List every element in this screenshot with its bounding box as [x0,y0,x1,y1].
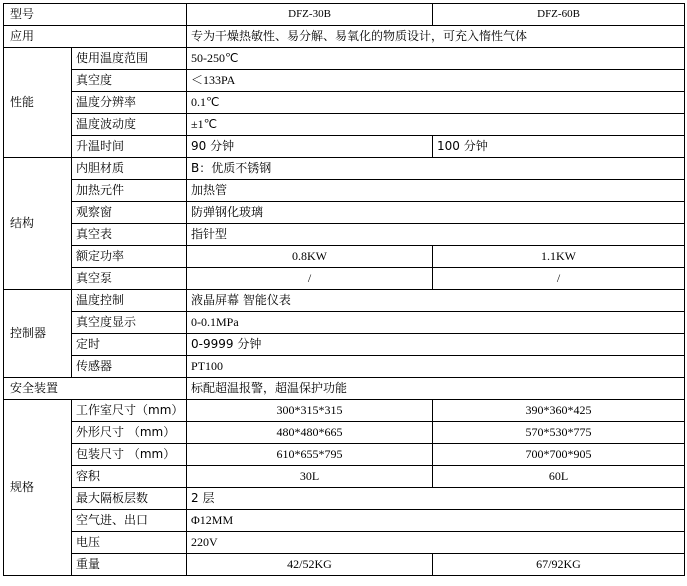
spec-value-b: 700*700*905 [433,444,685,466]
spec-value: PT100 [187,356,685,378]
table-row [4,136,685,158]
spec-value: ±1℃ [187,114,685,136]
table-row [4,224,685,246]
spec-label: 观察窗 [72,202,187,224]
spec-value-b: 1.1KW [433,246,685,268]
safety-label: 安全装置 [4,378,187,400]
spec-value-a: 90 分钟 [187,136,433,158]
spec-value-b: 100 分钟 [433,136,685,158]
spec-value: ＜133PA [187,70,685,92]
model-b-name: DFZ-60B [433,4,685,26]
spec-label: 工作室尺寸（mm） [72,400,187,422]
spec-label: 传感器 [72,356,187,378]
model-header-row [4,4,685,26]
table-row [4,488,685,510]
table-row [4,532,685,554]
table-row [4,422,685,444]
table-row [4,48,685,70]
spec-label: 外形尺寸 （mm） [72,422,187,444]
spec-label: 温度波动度 [72,114,187,136]
spec-value: B：优质不锈钢 [187,158,685,180]
spec-value-a: 480*480*665 [187,422,433,444]
spec-label: 真空泵 [72,268,187,290]
model-a-name: DFZ-30B [187,4,433,26]
table-row [4,290,685,312]
spec-label: 额定功率 [72,246,187,268]
spec-label: 包装尺寸 （mm） [72,444,187,466]
spec-value: 220V [187,532,685,554]
spec-label: 容积 [72,466,187,488]
spec-table [3,3,685,576]
category-specs: 规格 [4,400,72,576]
spec-label: 定时 [72,334,187,356]
spec-value: 0-0.1MPa [187,312,685,334]
spec-value: 液晶屏幕 智能仪表 [187,290,685,312]
table-row [4,400,685,422]
table-row [4,312,685,334]
spec-value-a: 0.8KW [187,246,433,268]
spec-value-b: 67/92KG [433,554,685,576]
spec-label: 最大隔板层数 [72,488,187,510]
table-row [4,114,685,136]
spec-label: 真空度 [72,70,187,92]
category-performance: 性能 [4,48,72,158]
table-row [4,356,685,378]
table-row [4,180,685,202]
spec-value-b: 390*360*425 [433,400,685,422]
spec-value: 0.1℃ [187,92,685,114]
category-controller: 控制器 [4,290,72,378]
application-value: 专为干燥热敏性、易分解、易氧化的物质设计，可充入惰性气体 [187,26,685,48]
safety-value: 标配超温报警，超温保护功能 [187,378,685,400]
spec-label: 升温时间 [72,136,187,158]
spec-label: 使用温度范围 [72,48,187,70]
spec-value: 加热管 [187,180,685,202]
spec-value: 50-250℃ [187,48,685,70]
table-row [4,246,685,268]
safety-row [4,378,685,400]
table-row [4,202,685,224]
spec-label: 真空度显示 [72,312,187,334]
spec-value-a: 42/52KG [187,554,433,576]
table-row [4,444,685,466]
application-row [4,26,685,48]
spec-value: 防弹钢化玻璃 [187,202,685,224]
table-row [4,554,685,576]
spec-value: 指针型 [187,224,685,246]
model-label: 型号 [4,4,187,26]
table-row [4,334,685,356]
spec-value-a: / [187,268,433,290]
spec-label: 内胆材质 [72,158,187,180]
spec-label: 温度控制 [72,290,187,312]
spec-label: 电压 [72,532,187,554]
spec-label: 重量 [72,554,187,576]
application-label: 应用 [4,26,187,48]
spec-value: Φ12MM [187,510,685,532]
spec-label: 空气进、出口 [72,510,187,532]
category-structure: 结构 [4,158,72,290]
spec-label: 真空表 [72,224,187,246]
table-row [4,268,685,290]
table-row [4,158,685,180]
spec-value: 2 层 [187,488,685,510]
table-row [4,510,685,532]
table-row [4,70,685,92]
spec-label: 温度分辨率 [72,92,187,114]
spec-value-a: 610*655*795 [187,444,433,466]
spec-value-a: 30L [187,466,433,488]
table-row [4,466,685,488]
spec-label: 加热元件 [72,180,187,202]
spec-value: 0-9999 分钟 [187,334,685,356]
spec-value-b: 60L [433,466,685,488]
spec-value-a: 300*315*315 [187,400,433,422]
spec-value-b: / [433,268,685,290]
spec-value-b: 570*530*775 [433,422,685,444]
table-row [4,92,685,114]
